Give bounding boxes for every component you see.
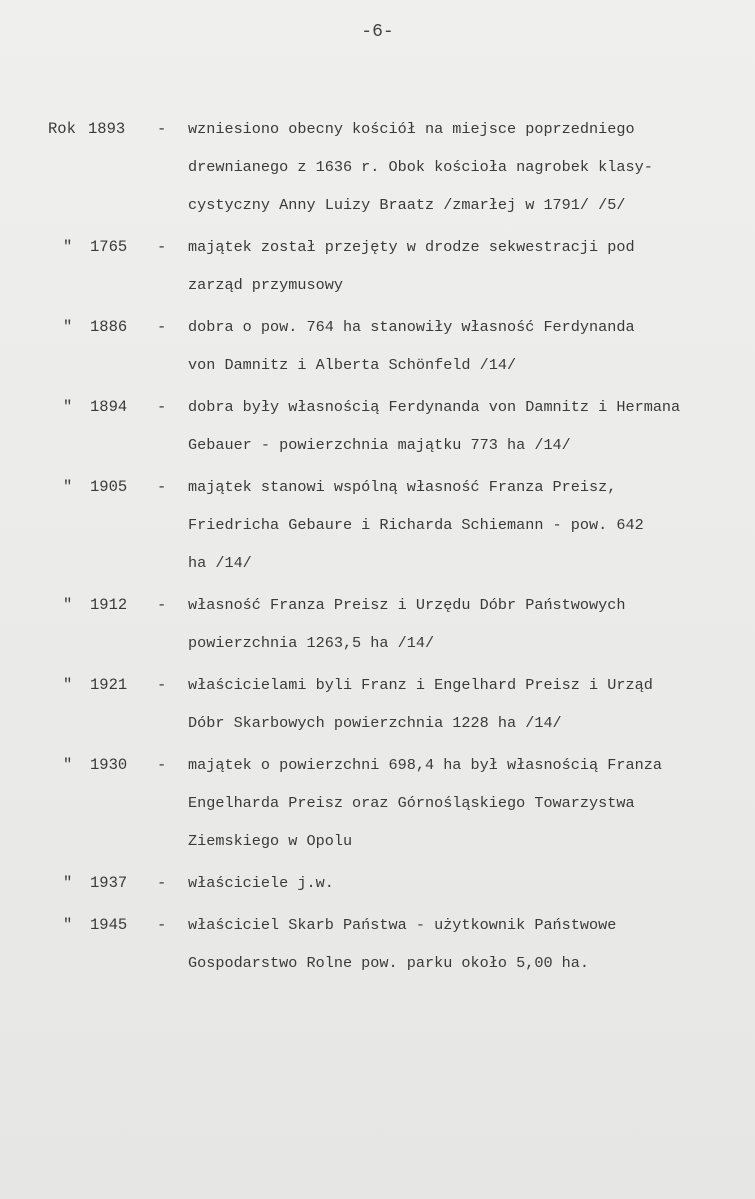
entry-text: właściciele j.w. <box>188 874 334 892</box>
entry-dash: - <box>157 398 167 416</box>
year-value: 1765 <box>90 238 128 256</box>
entry-dash: - <box>157 478 167 496</box>
entry-dash: - <box>157 120 167 138</box>
entry-text: własność Franza Preisz i Urzędu Dóbr Państwowych powierzchnia 1263,5 ha /14/ <box>188 596 626 652</box>
entry-text: właścicielami byli Franz i Engelhard Preisz i Urząd Dóbr Skarbowych powierzchnia 1228 ha /14/ <box>188 676 653 732</box>
entry-1905 <box>0 468 755 582</box>
ditto-mark: " <box>63 318 73 336</box>
entry-text: dobra o pow. 764 ha stanowiły własność Ferdynanda von Damnitz i Alberta Schönfeld /14/ <box>188 318 635 374</box>
entry-1937 <box>0 864 755 902</box>
ditto-mark: " <box>63 676 73 694</box>
year-value: 1894 <box>90 398 128 416</box>
entry-dash: - <box>157 916 167 934</box>
entry-text: majątek stanowi wspólną własność Franza Preisz, Friedricha Gebaure i Richarda Schiemann - pow. 642 ha /14/ <box>188 478 644 572</box>
entry-dash: - <box>157 676 167 694</box>
entry-dash: - <box>157 756 167 774</box>
year-value: 1886 <box>90 318 128 336</box>
entry-1921 <box>0 666 755 742</box>
ditto-mark: " <box>63 478 73 496</box>
ditto-mark: " <box>63 238 73 256</box>
year-value: 1905 <box>90 478 128 496</box>
entry-1765 <box>0 228 755 304</box>
entry-dash: - <box>157 596 167 614</box>
chronology-list <box>0 110 755 982</box>
ditto-mark: " <box>63 596 73 614</box>
year-value: 1893 <box>88 120 126 138</box>
entry-text: wzniesiono obecny kościół na miejsce poprzedniego drewnianego z 1636 r. Obok kościoła nagrobek klasy- cystyczny Anny Luizy Braatz /zmarłej w 1791/ /5/ <box>188 120 653 214</box>
year-value: 1945 <box>90 916 128 934</box>
entry-1894 <box>0 388 755 464</box>
entry-text: właściciel Skarb Państwa - użytkownik Państwowe Gospodarstwo Rolne pow. parku około 5,00 ha. <box>188 916 617 972</box>
entry-text: majątek o powierzchni 698,4 ha był własnością Franza Engelharda Preisz oraz Górnośląskiego Towarzystwa Ziemskiego w Opolu <box>188 756 662 850</box>
entry-1886 <box>0 308 755 384</box>
ditto-mark: " <box>63 398 73 416</box>
year-value: 1937 <box>90 874 128 892</box>
entry-1930 <box>0 746 755 860</box>
entry-dash: - <box>157 238 167 256</box>
year-value: 1921 <box>90 676 128 694</box>
ditto-mark: " <box>63 916 73 934</box>
ditto-mark: " <box>63 756 73 774</box>
entry-1893 <box>0 110 755 224</box>
year-prefix: Rok <box>48 120 76 138</box>
page-number: -6- <box>361 22 394 42</box>
entry-text: majątek został przejęty w drodze sekwestracji pod zarząd przymusowy <box>188 238 635 294</box>
entry-text: dobra były własnością Ferdynanda von Damnitz i Hermana Gebauer - powierzchnia majątku 773 ha /14/ <box>188 398 681 454</box>
year-value: 1930 <box>90 756 128 774</box>
year-value: 1912 <box>90 596 128 614</box>
entry-1945 <box>0 906 755 982</box>
entry-1912 <box>0 586 755 662</box>
entry-dash: - <box>157 874 167 892</box>
ditto-mark: " <box>63 874 73 892</box>
entry-dash: - <box>157 318 167 336</box>
